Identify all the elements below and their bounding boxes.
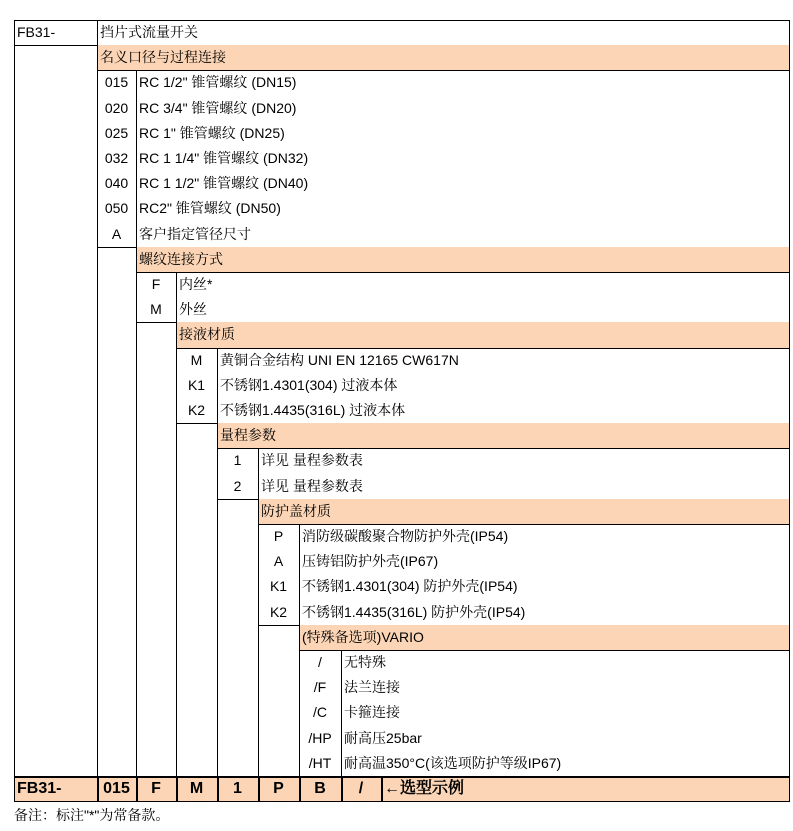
option-code: 040 xyxy=(104,175,129,192)
option-text: 耐高温350°C(该选项防护等级IP67) xyxy=(344,754,562,771)
option-code: K2 xyxy=(269,603,288,620)
example-code: B xyxy=(299,776,341,801)
grid-line xyxy=(299,776,301,802)
option-text: 压铸铝防护外壳(IP67) xyxy=(302,553,439,570)
grid-line xyxy=(258,776,260,802)
option-code: 050 xyxy=(104,200,129,217)
option-code: / xyxy=(318,654,322,670)
option-text: 不锈钢1.4435(316L) 防护外壳(IP54) xyxy=(302,603,526,620)
option-text: 客户指定管径尺寸 xyxy=(139,225,251,242)
grid-line xyxy=(217,348,218,802)
option-text: 外丝 xyxy=(179,301,207,318)
option-code: A xyxy=(111,225,122,242)
option-code: 020 xyxy=(104,99,129,116)
option-code: 1 xyxy=(233,452,242,469)
model-prefix: FB31- xyxy=(17,24,56,40)
grid-line xyxy=(258,448,259,802)
option-text: 黄铜合金结构 UNI EN 12165 CW617N xyxy=(220,351,459,368)
example-code: 1 xyxy=(217,776,258,801)
option-code: K2 xyxy=(187,402,206,418)
option-code: K1 xyxy=(187,376,206,393)
example-row-top xyxy=(14,777,790,778)
example-code: F xyxy=(136,776,176,801)
option-code: /F xyxy=(313,679,327,696)
option-code: /HT xyxy=(308,754,332,771)
option-code: K1 xyxy=(269,578,288,595)
option-code: M xyxy=(150,301,162,318)
option-code: 015 xyxy=(104,74,129,91)
section-header: 名义口径与过程连接 xyxy=(97,45,789,70)
table-right-border xyxy=(789,20,790,802)
grid-line xyxy=(381,776,383,802)
option-text: 无特殊 xyxy=(344,654,386,670)
option-code: A xyxy=(273,553,284,570)
example-label: ←选型示例 xyxy=(381,776,789,801)
option-code: M xyxy=(190,351,203,368)
section-header: 接液材质 xyxy=(176,322,789,347)
option-text: 耐高压25bar xyxy=(344,729,422,746)
option-text: RC 1 1/2" 锥管螺纹 (DN40) xyxy=(139,175,309,192)
product-name: 挡片式流量开关 xyxy=(100,24,198,40)
option-text: 法兰连接 xyxy=(344,679,400,696)
option-text: 详见 量程参数表 xyxy=(261,477,363,494)
table-top-border xyxy=(14,20,790,21)
option-code: /HP xyxy=(308,729,332,746)
table-bottom-border xyxy=(14,801,790,802)
section-header: 螺纹连接方式 xyxy=(136,247,789,272)
option-text: RC 1/2" 锥管螺纹 (DN15) xyxy=(139,74,297,91)
option-text: 详见 量程参数表 xyxy=(261,452,363,469)
option-code: 2 xyxy=(233,477,242,494)
option-text: RC 1" 锥管螺纹 (DN25) xyxy=(139,124,285,141)
grid-line xyxy=(217,776,219,802)
section-header: 量程参数 xyxy=(217,423,789,448)
example-code: M xyxy=(176,776,217,801)
option-code: /C xyxy=(313,704,327,721)
grid-line xyxy=(97,20,98,802)
option-text: RC 3/4" 锥管螺纹 (DN20) xyxy=(139,99,297,116)
example-code: 015 xyxy=(97,776,136,801)
section-header: (特殊备选项)VARIO xyxy=(299,625,789,650)
option-code: F xyxy=(151,276,161,292)
example-code: P xyxy=(258,776,299,801)
grid-line xyxy=(136,776,138,802)
option-text: 内丝* xyxy=(179,276,213,292)
option-text: RC2" 锥管螺纹 (DN50) xyxy=(139,200,281,217)
option-text: 消防级碳酸聚合物防护外壳(IP54) xyxy=(302,528,509,544)
option-text: 不锈钢1.4301(304) 防护外壳(IP54) xyxy=(302,578,518,595)
example-code: FB31- xyxy=(14,776,97,801)
option-text: RC 1 1/4" 锥管螺纹 (DN32) xyxy=(139,150,309,166)
option-code: 025 xyxy=(104,124,129,141)
grid-line xyxy=(176,776,178,802)
option-code: 032 xyxy=(104,150,129,166)
section-header: 防护盖材质 xyxy=(258,499,789,524)
footnote: 备注：标注"*"为常备款。 xyxy=(14,807,170,823)
option-text: 不锈钢1.4301(304) 过液本体 xyxy=(220,376,398,393)
grid-line xyxy=(136,70,137,802)
grid-line xyxy=(97,776,99,802)
option-code: P xyxy=(273,528,284,544)
option-text: 不锈钢1.4435(316L) 过液本体 xyxy=(220,402,406,418)
grid-line xyxy=(176,272,177,802)
option-text: 卡箍连接 xyxy=(344,704,400,721)
table-left-border xyxy=(14,20,15,802)
example-code: / xyxy=(341,776,381,801)
grid-line xyxy=(299,524,300,802)
grid-line xyxy=(341,776,343,802)
